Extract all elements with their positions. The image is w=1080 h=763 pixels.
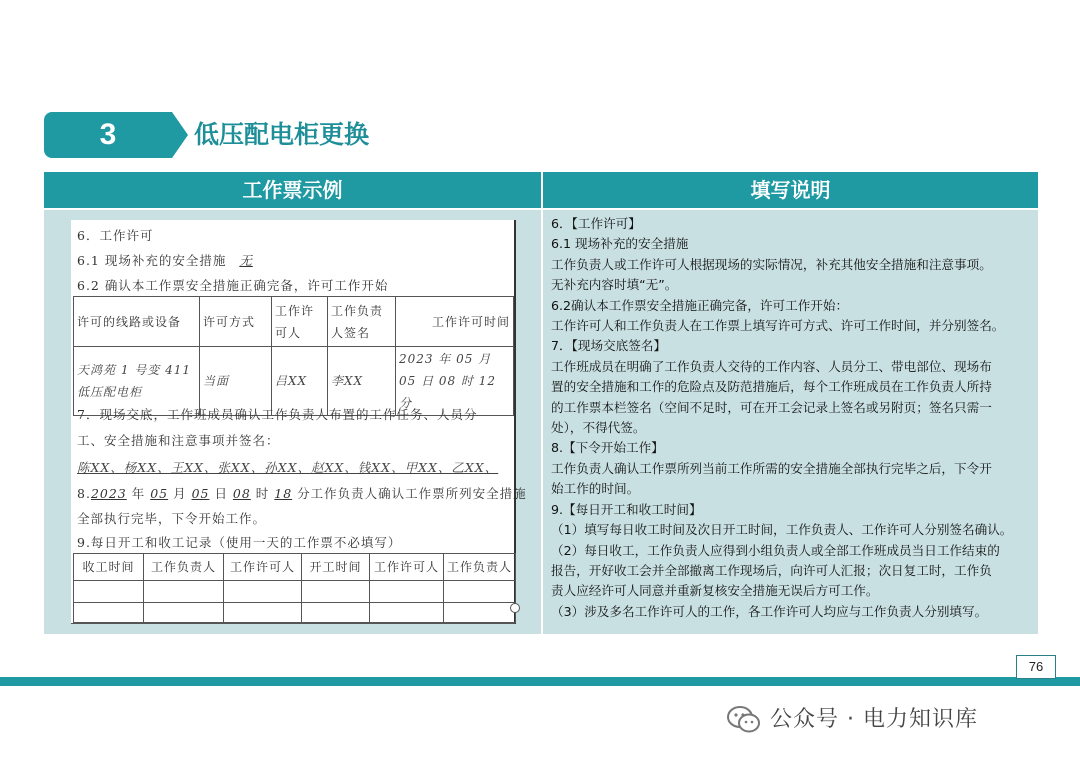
instruction-line: 的工作票本栏签名（空间不足时，可在开工会记录上签名或另附页；签名只需一: [551, 399, 992, 415]
page-number: 76: [1016, 655, 1056, 679]
instruction-line: 无补充内容时填“无”。: [551, 277, 678, 293]
daily-header-cell: 工作许可人: [370, 554, 444, 581]
permit-cell: 天鸿苑 1 号变 411 低压配电柜: [74, 347, 200, 416]
permit-header-cell: 工作许可时间: [396, 297, 514, 347]
column-header-example: 工作票示例: [44, 172, 541, 208]
table-row: [74, 297, 514, 347]
line-8-year: 2023: [90, 486, 127, 501]
daily-header-cell: 开工时间: [302, 554, 370, 581]
daily-cell: [144, 603, 224, 623]
line-8-day: 05: [191, 486, 210, 501]
instruction-line: 8.【下令开始工作】: [551, 440, 664, 456]
permit-cell: 当面: [200, 347, 272, 416]
instruction-line: 7．【现场交底签名】: [551, 338, 667, 354]
permit-table: [73, 296, 514, 416]
line-8-hour: 08: [232, 486, 251, 501]
instructions-text: [551, 214, 1033, 622]
line-8-text: 日: [209, 486, 233, 501]
ticket-line-7a: 7．现场交底，工作班成员确认工作负责人布置的工作任务、人员分: [77, 407, 478, 422]
table-row: [74, 581, 516, 603]
line-8-text: 分工作负责人确认工作票所列安全措施: [292, 486, 527, 501]
permit-cell: 吕XX: [272, 347, 328, 416]
wechat-icon: [726, 705, 762, 735]
table-row: [74, 554, 516, 581]
instruction-line: 始工作的时间。: [551, 481, 640, 497]
instruction-line: 工作班成员在明确了工作负责人交待的工作内容、人员分工、带电部位、现场布: [551, 358, 992, 374]
ticket-line-9: 9.每日开工和收工记录（使用一天的工作票不必填写）: [77, 535, 402, 550]
ticket-line-6: 6．工作许可: [77, 228, 154, 243]
permit-cell: 李XX: [328, 347, 396, 416]
instruction-line: 6．【工作许可】: [551, 216, 641, 231]
line-8-text: 月: [168, 486, 192, 501]
instruction-line: 9.【每日开工和收工时间】: [551, 501, 702, 517]
ticket-line-6-1: [77, 251, 253, 269]
instruction-line: 工作许可人和工作负责人在工作票上填写许可方式、许可工作时间，并分别签名。: [551, 318, 1005, 334]
daily-cell: [444, 581, 516, 603]
ticket-line-8: [77, 484, 527, 502]
line-8-minute: 18: [274, 486, 293, 501]
line-8-prefix: 8.: [77, 486, 91, 501]
permit-cell: 2023 年 05 月 05 日 08 时 12 分: [396, 347, 514, 416]
instruction-line: （3）涉及多名工作许可人的工作，各工作许可人均应与工作负责人分别填写。: [551, 603, 988, 619]
ticket-line-7b: 工、安全措施和注意事项并签名：: [77, 433, 280, 448]
instruction-line: （1）填写每日收工时间及次日开工时间，工作负责人、工作许可人分别签名确认。: [551, 522, 1013, 538]
daily-record-table: [73, 553, 516, 623]
section-number: 3: [99, 118, 117, 151]
arrow-icon: [172, 112, 188, 158]
footer-bar: [0, 677, 1080, 686]
line-8-month: 05: [150, 486, 169, 501]
instruction-line: 6.2确认本工作票安全措施正确完备，许可工作开始：: [551, 297, 849, 313]
section-title: 低压配电柜更换: [194, 120, 370, 149]
permit-header-cell: 许可的线路或设备: [74, 297, 200, 347]
daily-cell: [224, 581, 302, 603]
section-header: [44, 112, 1038, 158]
instruction-line: （2）每日收工，工作负责人应得到小组负责人或全部工作班成员当日工作结束的: [551, 542, 1000, 558]
instruction-line: 处），不得代签。: [551, 420, 646, 436]
daily-cell: [224, 603, 302, 623]
line-8-text: 时: [250, 486, 275, 501]
line-8-text: 年: [126, 486, 151, 501]
permit-header-cell: 许可方式: [200, 297, 272, 347]
daily-header-cell: 工作负责人: [444, 554, 516, 581]
daily-cell: [302, 603, 370, 623]
instruction-line: 置的安全措施和工作的危险点及防范措施后，每个工作班成员在工作负责人所持: [551, 379, 992, 395]
daily-cell: [444, 603, 516, 623]
instruction-line: 6.1 现场补充的安全措施: [551, 236, 689, 252]
daily-cell: [74, 581, 144, 603]
daily-cell: [74, 603, 144, 623]
instruction-line: 工作负责人确认工作票所列当前工作所需的安全措施全部执行完毕之后，下令开: [551, 460, 992, 476]
permit-header-cell: 工作负责人签名: [328, 297, 396, 347]
column-header-instructions: 填写说明: [543, 172, 1038, 208]
table-row: [74, 603, 516, 623]
daily-cell: [370, 581, 444, 603]
daily-header-cell: 收工时间: [74, 554, 144, 581]
daily-header-cell: 工作许可人: [224, 554, 302, 581]
daily-cell: [302, 581, 370, 603]
watermark-text: 公众号 · 电力知识库: [770, 707, 978, 732]
daily-header-cell: 工作负责人: [144, 554, 224, 581]
daily-cell: [144, 581, 224, 603]
instruction-line: 责人应经许可人同意并重新复核安全措施无误后方可工作。: [551, 583, 879, 599]
ticket-line-6-1-value: 无: [239, 253, 253, 268]
ticket-line-6-2: 6.2 确认本工作票安全措施正确完备，许可工作开始: [77, 278, 389, 293]
instruction-line: 报告，开好收工会并全部撤离工作现场后，向许可人汇报；次日复工时，工作负: [551, 562, 992, 578]
ticket-scan: [71, 220, 527, 624]
instruction-line: 工作负责人或工作许可人根据现场的实际情况，补充其他安全措施和注意事项。: [551, 256, 992, 272]
daily-cell: [370, 603, 444, 623]
scan-edge-mark: [510, 603, 520, 613]
ticket-line-6-1-label: 6.1 现场补充的安全措施: [77, 253, 227, 268]
permit-header-cell: 工作许可人: [272, 297, 328, 347]
ticket-signatures: 陈XX、杨XX、王XX、张XX、孙XX、赵XX、钱XX、甲XX、乙XX、: [77, 460, 499, 475]
ticket-line-8b: 全部执行完毕，下令开始工作。: [77, 511, 267, 526]
